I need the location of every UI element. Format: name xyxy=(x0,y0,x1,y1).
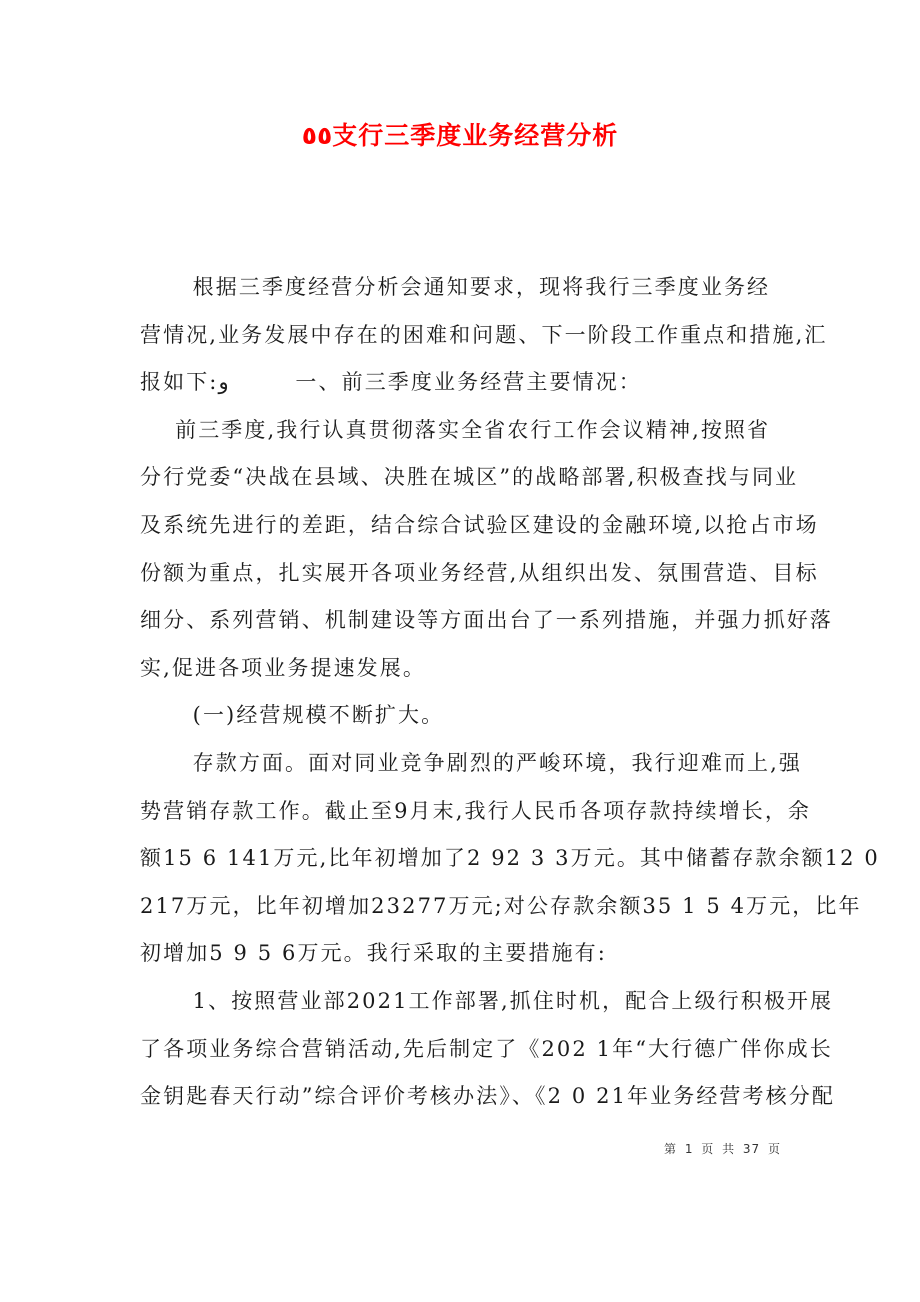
document-title: ٥٥支行三季度业务经营分析 xyxy=(301,121,619,150)
body-line: 根据三季度经营分析会通知要求，现将我行三季度业务经 xyxy=(140,275,771,299)
body-line: 金钥匙春天行动”综合评价考核办法》、《2 0 21年业务经营考核分配 xyxy=(140,1084,835,1109)
body-line: 细分、系列营销、机制建设等方面出台了一系列措施，并强力抓好落 xyxy=(140,608,833,633)
body-line: 217万元，比年初增加23277万元;对公存款余额35 1 5 4万元，比年 xyxy=(140,893,862,918)
body-line: 前三季度,我行认真贯彻落实全省农行工作会议精神,按照省 xyxy=(140,417,771,442)
section-heading: (一)经营规模不断扩大。 xyxy=(140,703,445,728)
body-line: 分行党委“决战在县域、决胜在城区”的战略部署,积极查找与同业 xyxy=(140,465,799,490)
body-line: 份额为重点，扎实展开各项业务经营,从组织出发、氛围营造、目标 xyxy=(140,560,819,585)
body-line: 存款方面。面对同业竞争剧烈的严峻环境，我行迎难而上,强 xyxy=(140,750,803,775)
body-line: 报如下:و 一、前三季度业务经营主要情况： xyxy=(140,370,642,395)
body-line: 了各项业务综合营销活动,先后制定了《202 1年“大行德广伴你成长 xyxy=(140,1036,833,1061)
document-body xyxy=(140,264,880,1121)
body-line: 实,促进各项业务提速发展。 xyxy=(140,655,426,680)
page-number-footer: 第 1 页 共 37 页 xyxy=(664,1142,781,1156)
body-line: 营情况,业务发展中存在的困难和问题、下一阶段工作重点和措施,汇 xyxy=(140,322,828,347)
body-line: 势营销存款工作。截止至9月末,我行人民币各项存款持续增长，余 xyxy=(140,798,812,823)
body-line: 初增加5 9 5 6万元。我行采取的主要措施有: xyxy=(140,941,607,966)
body-line: 及系统先进行的差距，结合综合试验区建设的金融环境,以抢占市场 xyxy=(140,512,819,537)
body-line: 1、按照营业部2021工作部署,抓住时机，配合上级行积极开展 xyxy=(140,988,834,1013)
body-line: 额15 6 141万元,比年初增加了2 92 3 3万元。其中储蓄存款余额12 0 xyxy=(140,846,880,871)
